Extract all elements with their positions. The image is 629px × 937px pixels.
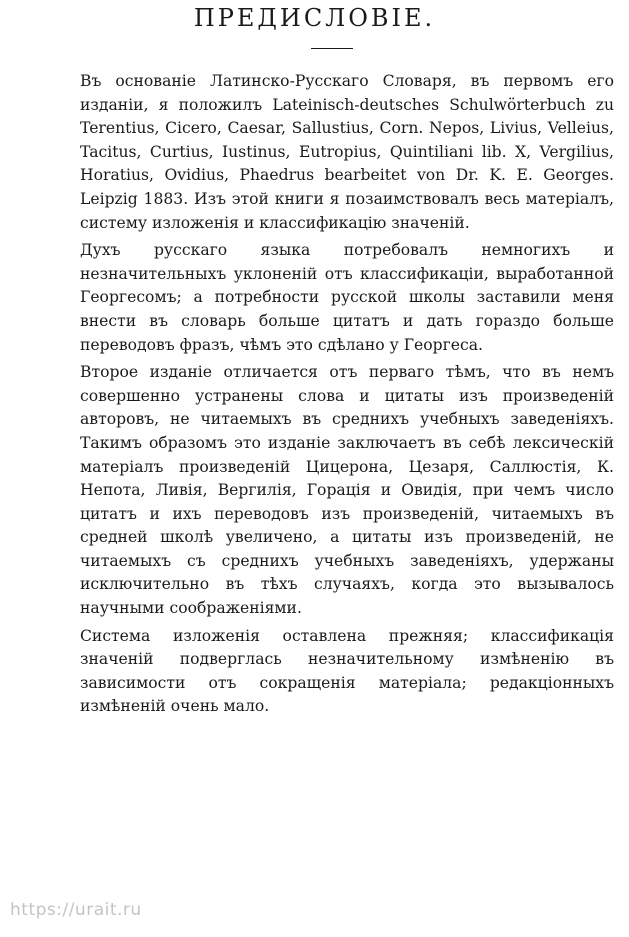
page-title: ПРЕДИСЛОВІЕ. [193, 4, 436, 32]
watermark-url: https://urait.ru [10, 900, 142, 920]
paragraph-3: Второе изданіе отличается отъ перваго тѣмъ, что въ немъ совершенно устранены слова и цитаты изъ произведеній авторовъ, не читаемыхъ въ среднихъ учебныхъ заведеніяхъ. Такимъ образомъ это изданіе заключаетъ въ себѣ лексическій матеріалъ произведеній Цицерона, Цезаря, Саллюстія, К. Непота, Ливія, Вергилія, Горація и Овидія, при чемъ число цитатъ и ихъ переводовъ изъ произведеній, читаемыхъ въ средней школѣ увеличено, а цитаты изъ произведеній, не читаемыхъ съ среднихъ учебныхъ заведеніяхъ, удержаны исключительно въ тѣхъ случаяхъ, когда это вызывалось научными соображеніями. [80, 363, 614, 618]
paragraph-2: Духъ русскаго языка потребовалъ немногихъ и незначительныхъ уклоненій отъ классификаціи, выработанной Георгесомъ; а потребности русской школы заставили меня внести въ словарь больше цитатъ и дать гораздо больше переводовъ фразъ, чѣмъ это сдѣлано у Георгеса. [80, 241, 614, 354]
paragraph-1: Въ основаніе Латинско-Русскаго Словаря, въ первомъ его изданіи, я положилъ Lateinisch-deutsches Schulwörterbuch zu Terentius, Cicero, Caesar, Sallustius, Corn. Nepos, Livius, Velleius, Tacitus, Curtius, Iustinus, Eutropius, Quintiliani lib. X, Vergilius, Horatius, Ovidius, Phaedrus bearbeitet von Dr. K. E. Georges. Leipzig 1883. Изъ этой книги я позаимствовалъ весь матеріалъ, систему изложенія и классификацію значеній. [80, 72, 614, 232]
preface-body [80, 70, 614, 719]
paragraph-4: Система изложенія оставлена прежняя; классификація значеній подверглась незначительному измѣненію въ зависимости отъ сокращенія матеріала; редакціонныхъ измѣненій очень мало. [80, 626, 614, 716]
title-divider [311, 48, 353, 49]
